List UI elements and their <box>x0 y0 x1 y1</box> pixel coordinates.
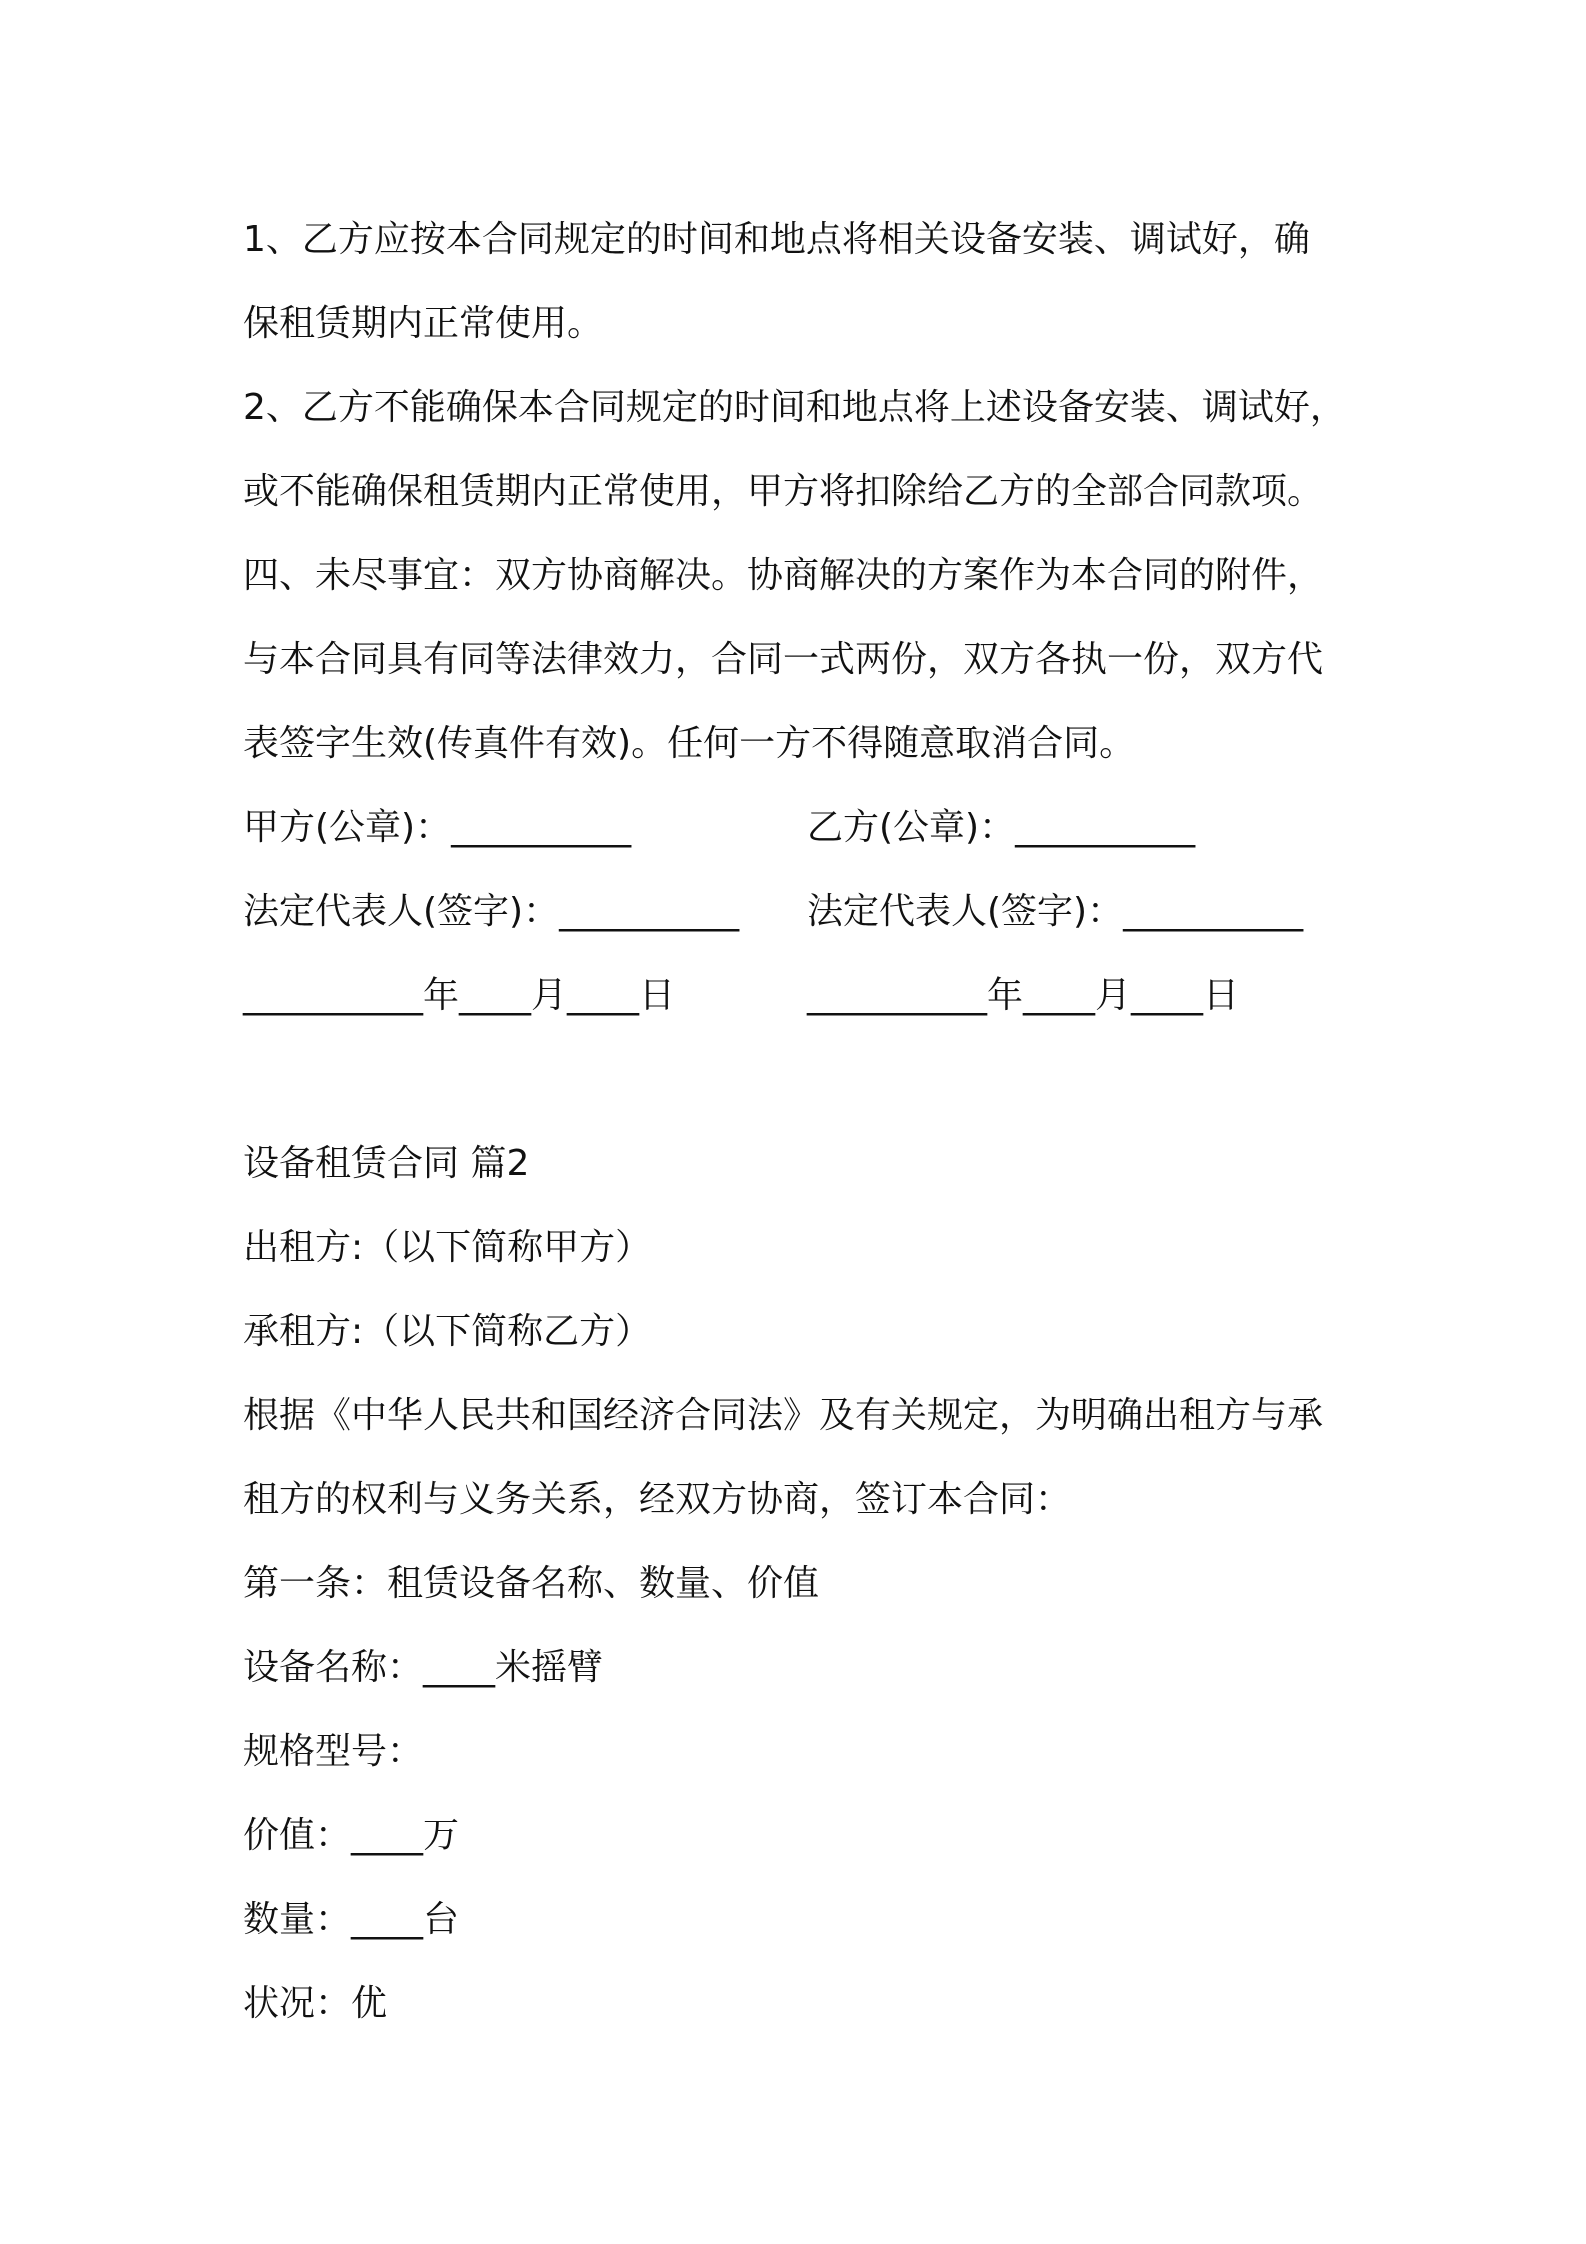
section-line: 第一条：租赁设备名称、数量、价值 <box>243 1563 820 1604</box>
section-line: 承租方:（以下简称乙方） <box>243 1311 652 1352</box>
party-a-seal: 甲方(公章)：__________ <box>243 807 632 848</box>
section-line: 状况：优 <box>243 1983 388 2024</box>
party-b-seal: 乙方(公章)：__________ <box>807 807 1196 848</box>
section-line: 租方的权利与义务关系，经双方协商，签订本合同： <box>243 1479 1072 1520</box>
party-b-date: __________年____月____日 <box>807 975 1239 1016</box>
section-line: 出租方:（以下简称甲方） <box>243 1227 652 1268</box>
section-title: 设备租赁合同 篇2 <box>243 1143 530 1184</box>
signature-date-row <box>243 954 1383 1038</box>
paragraph-line: 1、乙方应按本合同规定的时间和地点将相关设备安装、调试好，确 <box>243 219 1310 260</box>
party-a-date: __________年____月____日 <box>243 975 675 1016</box>
paragraph-line: 表签字生效(传真件有效)。任何一方不得随意取消合同。 <box>243 723 1136 764</box>
paragraph-line: 保租赁期内正常使用。 <box>243 303 604 344</box>
signature-seal-row <box>243 786 1383 870</box>
paragraph-line: 或不能确保租赁期内正常使用，甲方将扣除给乙方的全部合同款项。 <box>243 471 1324 512</box>
document-content <box>243 198 1383 2046</box>
section-line: 价值：____万 <box>243 1815 460 1856</box>
section-line: 规格型号： <box>243 1731 424 1772</box>
paragraph-line: 四、未尽事宜：双方协商解决。协商解决的方案作为本合同的附件， <box>243 555 1324 596</box>
section-line: 根据《中华人民共和国经济合同法》及有关规定，为明确出租方与承 <box>243 1395 1324 1436</box>
section-line: 设备名称：____米摇臂 <box>243 1647 604 1688</box>
paragraph-line: 2、乙方不能确保本合同规定的时间和地点将上述设备安装、调试好， <box>243 387 1346 428</box>
section-spacer <box>243 1038 1383 1122</box>
party-b-representative: 法定代表人(签字)：__________ <box>807 891 1304 932</box>
section-line: 数量：____台 <box>243 1899 460 1940</box>
signature-representative-row <box>243 870 1383 954</box>
paragraph-line: 与本合同具有同等法律效力，合同一式两份，双方各执一份，双方代 <box>243 639 1324 680</box>
party-a-representative: 法定代表人(签字)：__________ <box>243 891 740 932</box>
